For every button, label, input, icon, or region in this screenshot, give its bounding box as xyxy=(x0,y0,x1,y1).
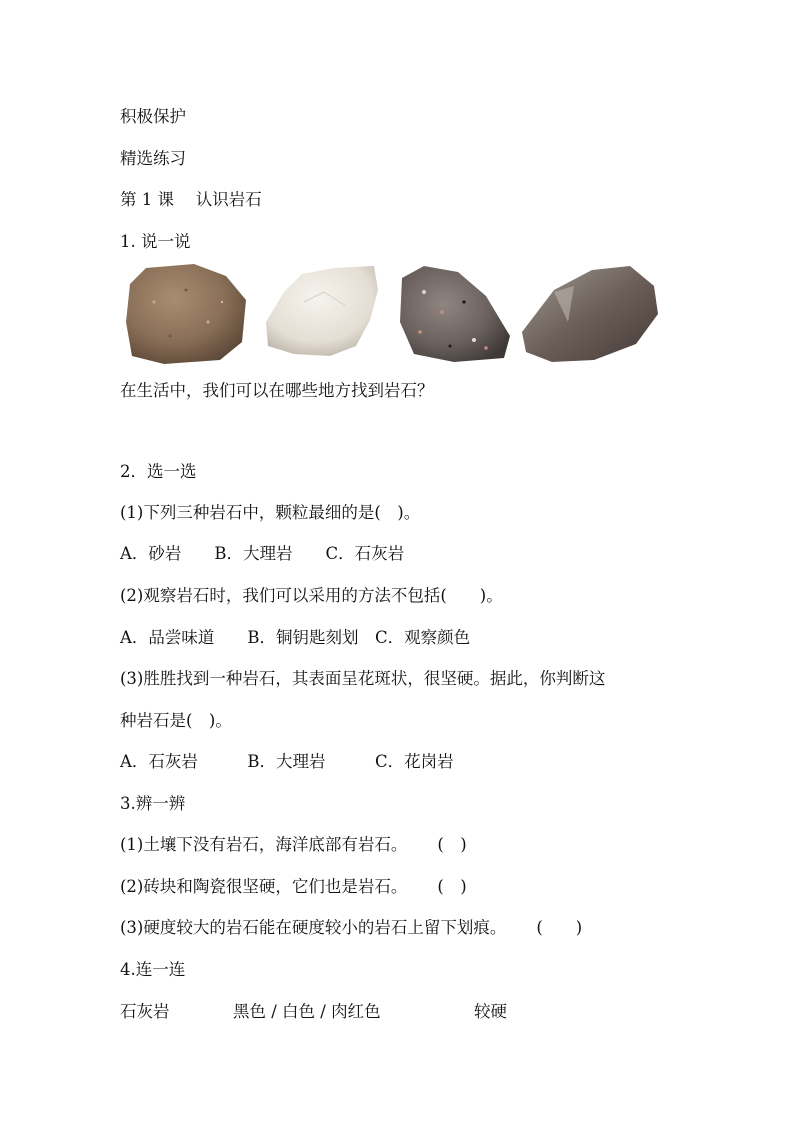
q4-color-options: 黑色 / 白色 / 肉红色 xyxy=(233,1002,381,1021)
q2-item-1-stem: (1)下列三种岩石中，颗粒最细的是( )。 xyxy=(120,503,421,522)
q3-item-2: (2)砖块和陶瓷很坚硬，它们也是岩石。 ( ) xyxy=(120,877,467,896)
rock-marble-icon xyxy=(266,266,378,356)
q3-item-3: (3)硬度较大的岩石能在硬度较小的岩石上留下划痕。 ( ) xyxy=(120,918,583,937)
rock-sandstone-icon xyxy=(126,264,246,364)
q2-item-3-stem-line-2: 种岩石是( )。 xyxy=(120,711,232,730)
q3-item-1: (1)土壤下没有岩石，海洋底部有岩石。 ( ) xyxy=(120,835,467,854)
rock-images xyxy=(124,262,664,366)
q4-title: 4.连一连 xyxy=(120,960,186,979)
q2-item-3-stem-line-1: (3)胜胜找到一种岩石，其表面呈花斑状，很坚硬。据此，你判断这 xyxy=(120,669,606,688)
header-line-1: 积极保护 xyxy=(120,107,186,126)
header-line-2: 精选练习 xyxy=(120,149,186,168)
q1-question: 在生活中，我们可以在哪些地方找到岩石？ xyxy=(120,381,434,400)
q4-hardness: 较硬 xyxy=(474,1002,507,1021)
q2-title: 2．选一选 xyxy=(120,462,197,481)
q3-title: 3.辨一辨 xyxy=(120,794,186,813)
q1-title: 1. 说一说 xyxy=(120,232,191,251)
rock-granite-icon xyxy=(400,266,510,362)
q2-item-3-options: A．石灰岩 B．大理岩 C．花岗岩 xyxy=(120,752,454,771)
q2-item-2-stem: (2)观察岩石时，我们可以采用的方法不包括( )。 xyxy=(120,586,503,605)
q2-item-1-options: A．砂岩 B．大理岩 C．石灰岩 xyxy=(120,544,405,563)
q4-rock-name: 石灰岩 xyxy=(120,1002,170,1021)
q2-item-2-options: A．品尝味道 B．铜钥匙刻划 C．观察颜色 xyxy=(120,628,471,647)
lesson-title: 第 1 课 认识岩石 xyxy=(120,190,262,209)
rock-limestone-icon xyxy=(522,266,658,362)
